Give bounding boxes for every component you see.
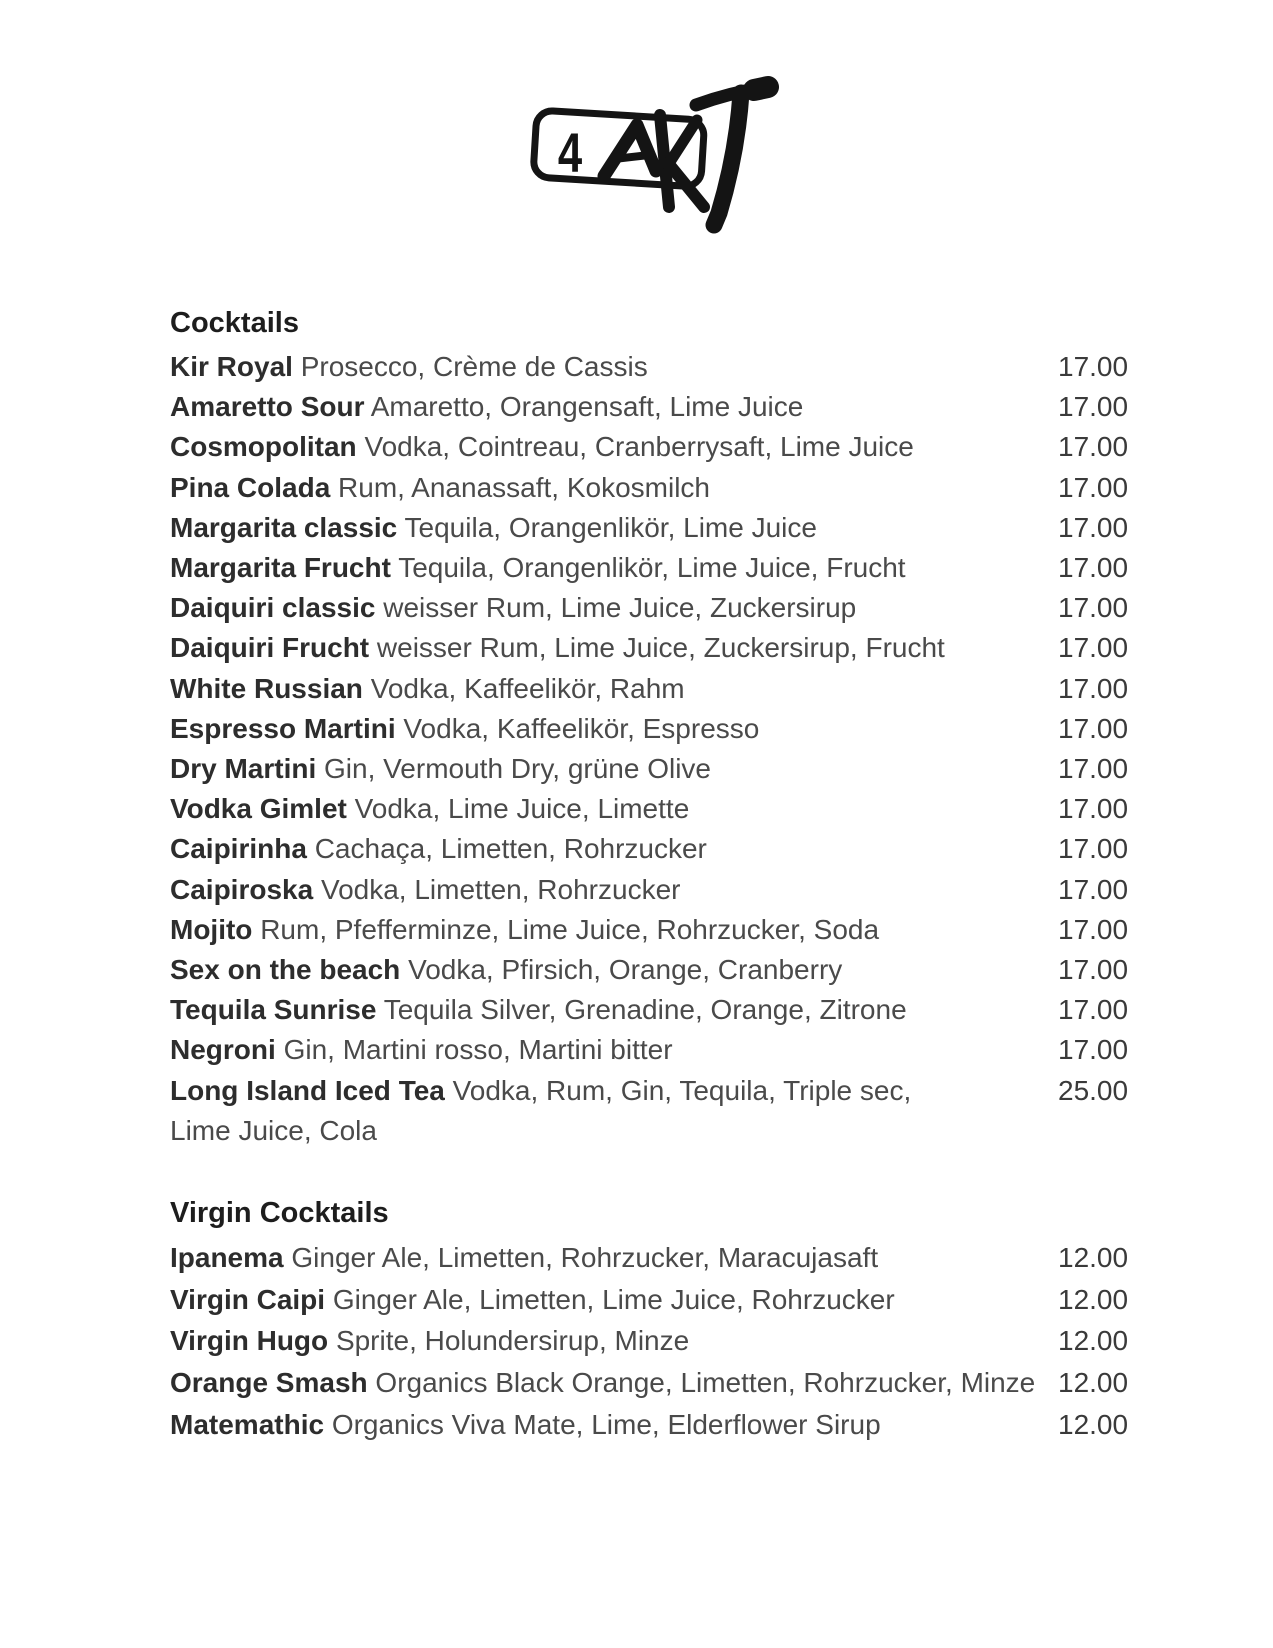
menu-item-description: Vodka, Cointreau, Cranberrysaft, Lime Juice [364,431,914,463]
menu-item-name: Caipirinha [170,833,307,865]
menu-item-price: 17.00 [1058,632,1129,664]
menu-item-price: 17.00 [1058,431,1129,463]
menu-item-text [170,628,1058,668]
menu-item-name: Virgin Hugo [170,1325,329,1357]
menu-section [170,1193,1129,1446]
menu-item-text [170,347,1058,387]
menu-item-description: Gin, Martini rosso, Martini bitter [283,1034,673,1066]
brand-logo [500,73,800,238]
menu-item-description: Rum, Ananassaft, Kokosmilch [338,471,710,503]
menu-item-price: 12.00 [1058,1367,1129,1399]
menu-item-price: 17.00 [1058,793,1129,825]
menu-item-description: Amaretto, Orangensaft, Lime Juice [370,391,804,423]
menu-item-row [170,669,1129,709]
menu-item-text [170,910,1058,950]
menu-item-name: White Russian [170,672,363,704]
menu-item-name: Kir Royal [170,351,293,382]
menu-item-name: Long Island Iced Tea [170,1074,445,1106]
menu-item-description: Vodka, Limetten, Rohrzucker [320,873,681,905]
menu-item-row [170,910,1129,950]
menu-item-price: 12.00 [1058,1408,1129,1440]
menu-item-text [170,468,1058,508]
menu-item-name: Mojito [170,913,253,945]
menu-item-price: 12.00 [1058,1242,1129,1274]
menu-item-row [170,588,1129,628]
menu-item-description: Tequila, Orangenlikör, Lime Juice [404,511,817,543]
menu-item-description: Sprite, Holundersirup, Minze [335,1325,690,1357]
menu-item-text [170,1279,1058,1321]
menu-item-row [170,709,1129,749]
menu-item-text [170,669,1058,709]
logo-number: 4 [557,121,583,185]
menu-item-row [170,508,1129,548]
menu-item-text [170,709,1058,749]
menu-item-row [170,990,1129,1030]
menu-item-description-line2: Lime Juice, Cola [170,1114,377,1146]
section-title: Cocktails [170,307,299,339]
menu-item-name: Virgin Caipi [170,1283,326,1315]
menu-item-price: 17.00 [1058,471,1129,503]
logo-letter-a-icon [604,125,656,176]
menu-item-description: weisser Rum, Lime Juice, Zuckersirup [383,592,857,624]
menu-item-description: Cachaça, Limetten, Rohrzucker [314,833,707,865]
menu-item-name: Orange Smash [170,1367,368,1399]
menu-item-text [170,1030,1058,1070]
menu-item-text [170,749,1058,789]
menu-item-description: Organics Black Orange, Limetten, Rohrzucker, Minze [375,1367,1036,1399]
menu-item-row [170,468,1129,508]
menu-item-row [170,1279,1129,1321]
menu-item-price: 25.00 [1058,1074,1129,1106]
menu-item-price: 17.00 [1058,873,1129,905]
menu-item-row [170,387,1129,427]
menu-item-text [170,427,1058,467]
menu-item-text [170,950,1058,990]
menu-item-text [170,1362,1058,1404]
menu-item-price: 17.00 [1058,511,1129,543]
menu-item-row [170,1320,1129,1362]
menu-item-description: Ginger Ale, Limetten, Rohrzucker, Maracujasaft [291,1242,879,1274]
menu-item-price: 17.00 [1058,552,1129,584]
menu-item-name: Cosmopolitan [170,431,357,463]
menu-item-name: Pina Colada [170,471,331,503]
menu-item-price: 17.00 [1058,672,1129,704]
menu-item-description: Rum, Pfefferminze, Lime Juice, Rohrzucker, Soda [260,913,880,945]
menu-item-price: 17.00 [1058,592,1129,624]
menu-item-name: Daiquiri classic [170,592,376,624]
menu-item-row [170,1030,1129,1070]
brand-logo-graphic [500,73,800,238]
menu-item-text [170,870,1058,910]
menu-item-row [170,789,1129,829]
menu-item-row [170,1362,1129,1404]
menu-item-price: 17.00 [1058,994,1129,1026]
menu-item-row [170,950,1129,990]
menu-item-name: Sex on the beach [170,954,401,986]
menu-item-description: Organics Viva Mate, Lime, Elderflower Sirup [331,1408,881,1440]
menu-item-description: Vodka, Kaffeelikör, Espresso [403,712,760,744]
menu-item-description: Prosecco, Crème de Cassis [300,351,648,382]
menu-item-text [170,387,1058,427]
menu-item-name: Matemathic [170,1408,325,1440]
menu-item-name: Margarita classic [170,511,398,543]
menu-section [170,303,1129,1151]
menu-item-description: Tequila Silver, Grenadine, Orange, Zitrone [383,994,907,1026]
menu-item-row [170,1071,1129,1151]
menu-item-text [170,1071,1058,1151]
menu-item-description: Tequila, Orangenlikör, Lime Juice, Frucht [398,552,906,584]
menu-item-description: weisser Rum, Lime Juice, Zuckersirup, Frucht [376,632,945,664]
menu-item-row [170,347,1129,387]
menu-item-name: Caipiroska [170,873,314,905]
menu-item-text [170,548,1058,588]
logo-letter-k-icon [660,115,704,207]
menu-item-text [170,990,1058,1030]
menu-item-name: Daiquiri Frucht [170,632,370,664]
menu-item-price: 17.00 [1058,391,1129,423]
menu-item-price: 12.00 [1058,1325,1129,1357]
menu-item-description: Ginger Ale, Limetten, Lime Juice, Rohrzucker [332,1283,895,1315]
menu-item-description: Vodka, Pfirsich, Orange, Cranberry [408,954,843,986]
section-title: Virgin Cocktails [170,1197,389,1230]
menu-item-text [170,508,1058,548]
menu-item-name: Espresso Martini [170,712,396,744]
menu-item-name: Margarita Frucht [170,552,391,584]
menu-item-price: 17.00 [1058,954,1129,986]
menu-item-name: Vodka Gimlet [170,793,347,825]
menu-item-text [170,1320,1058,1362]
menu-item-name: Dry Martini [170,753,317,785]
menu-item-name: Negroni [170,1034,276,1066]
menu-item-row [170,749,1129,789]
menu-item-description: Vodka, Kaffeelikör, Rahm [370,672,685,704]
menu-item-price: 12.00 [1058,1283,1129,1315]
menu-item-name: Amaretto Sour [170,391,365,423]
menu-item-row [170,548,1129,588]
menu-content [170,303,1129,1446]
menu-item-text [170,1404,1058,1446]
menu-item-row [170,427,1129,467]
menu-item-description: Vodka, Rum, Gin, Tequila, Triple sec, [452,1074,912,1106]
menu-item-text [170,588,1058,628]
menu-item-row [170,870,1129,910]
menu-item-row [170,628,1129,668]
menu-item-price: 17.00 [1058,712,1129,744]
menu-item-row [170,1237,1129,1279]
menu-item-price: 17.00 [1058,351,1129,382]
menu-item-price: 17.00 [1058,913,1129,945]
section-items [170,1237,1129,1446]
menu-item-name: Ipanema [170,1242,284,1274]
menu-item-name: Tequila Sunrise [170,994,377,1026]
menu-item-price: 17.00 [1058,753,1129,785]
menu-item-price: 17.00 [1058,1034,1129,1066]
menu-item-text [170,829,1058,869]
menu-item-text [170,789,1058,829]
section-items [170,347,1129,1151]
menu-item-price: 17.00 [1058,833,1129,865]
menu-item-row [170,1404,1129,1446]
menu-item-description: Vodka, Lime Juice, Limette [354,793,690,825]
menu-item-row [170,829,1129,869]
menu-item-text [170,1237,1058,1279]
menu-item-description: Gin, Vermouth Dry, grüne Olive [324,753,711,785]
